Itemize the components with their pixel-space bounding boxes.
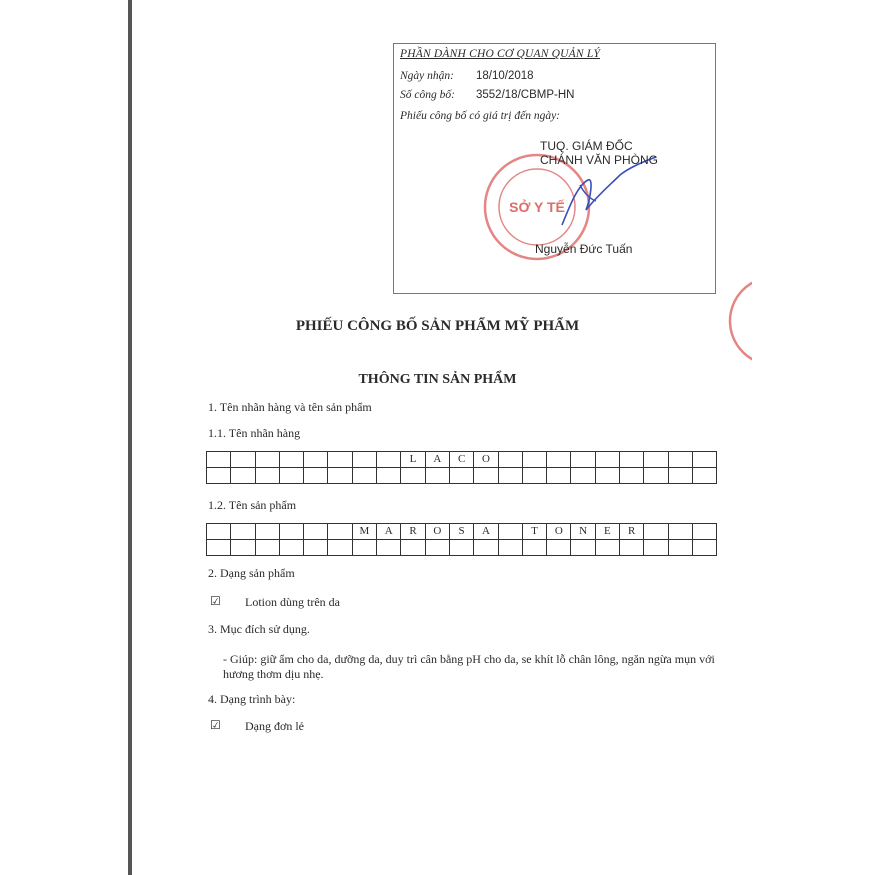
grid-cell [523,540,547,556]
grid-cell: R [620,524,644,540]
form-option: Lotion dùng trên da [245,595,340,609]
grid-cell [280,524,304,540]
grid-cell: A [474,524,498,540]
product-name-grid [206,523,717,556]
grid-cell [207,468,231,484]
grid-cell: S [450,524,474,540]
grid-cell: E [596,524,620,540]
grid-cell: C [450,452,474,468]
grid-cell [328,468,352,484]
section-title: THÔNG TIN SẢN PHẨM [358,372,517,387]
stamp-label: SỞ Y TẾ [509,199,565,215]
item-4: 4. Dạng trình bày: [208,692,296,706]
item-2: 2. Dạng sản phẩm [208,566,295,580]
grid-cell [304,468,328,484]
grid-cell [304,524,328,540]
grid-cell [353,468,377,484]
grid-cell [474,468,498,484]
checkbox-icon: ☑ [210,718,221,732]
grid-cell [280,452,304,468]
grid-cell [547,540,571,556]
item-1-1: 1.1. Tên nhãn hàng [208,426,301,440]
grid-cell [450,468,474,484]
date-value: 18/10/2018 [476,70,534,82]
brand-name-grid [206,451,717,484]
purpose-text: - Giúp: giữ ẩm cho da, dưỡng da, duy trì cân bằng pH cho da, se khít lỗ chân lông, ngăn ngừa mụn với hương thơm dịu nhẹ. [223,652,715,681]
grid-cell [571,468,595,484]
grid-cell [523,452,547,468]
grid-cell [353,452,377,468]
grid-cell [207,524,231,540]
signer-name: Nguyễn Đức Tuấn [535,242,633,256]
grid-cell [426,540,450,556]
item-3: 3. Mục đích sử dụng. [208,622,310,636]
date-label: Ngày nhận: [400,70,454,82]
grid-cell: A [377,524,401,540]
grid-cell [693,452,717,468]
grid-cell: N [571,524,595,540]
grid-cell [304,452,328,468]
grid-cell: O [547,524,571,540]
grid-cell [499,452,523,468]
grid-cell [256,468,280,484]
grid-cell [499,524,523,540]
grid-cell: R [401,524,425,540]
grid-cell: L [401,452,425,468]
grid-cell [499,540,523,556]
grid-cell [669,540,693,556]
grid-cell [571,452,595,468]
grid-cell [669,468,693,484]
grid-cell [644,540,668,556]
grid-cell [377,468,401,484]
grid-cell [426,468,450,484]
grid-cell [523,468,547,484]
admin-box-title: PHẦN DÀNH CHO CƠ QUAN QUẢN LÝ [400,48,601,60]
grid-cell [620,468,644,484]
signer-title-1: TUQ. GIÁM ĐỐC [540,139,633,153]
grid-cell [207,540,231,556]
grid-cell [644,524,668,540]
grid-cell: M [353,524,377,540]
page-edge [128,0,132,875]
grid-cell [499,468,523,484]
grid-cell [450,540,474,556]
grid-cell [401,540,425,556]
number-label: Số công bố: [400,89,455,101]
grid-cell [377,452,401,468]
grid-cell [474,540,498,556]
grid-cell [207,452,231,468]
validity-label: Phiếu công bố có giá trị đến ngày: [400,110,561,122]
signer-title-2: CHÁNH VĂN PHÒNG [540,153,659,167]
grid-cell [231,540,255,556]
grid-cell [256,452,280,468]
grid-cell [280,540,304,556]
grid-cell [353,540,377,556]
grid-cell [547,452,571,468]
grid-cell [328,452,352,468]
grid-cell [280,468,304,484]
grid-cell [571,540,595,556]
grid-cell [304,540,328,556]
grid-cell [596,540,620,556]
item-1-2: 1.2. Tên sản phẩm [208,498,297,512]
grid-cell [377,540,401,556]
grid-cell [644,468,668,484]
grid-cell [328,540,352,556]
grid-cell [231,468,255,484]
grid-cell [231,524,255,540]
grid-cell [620,540,644,556]
document-title: PHIẾU CÔNG BỐ SẢN PHẨM MỸ PHẨM [295,318,580,334]
item-1: 1. Tên nhãn hàng và tên sản phẩm [208,400,372,414]
grid-cell [401,468,425,484]
grid-cell [596,452,620,468]
grid-cell [669,452,693,468]
grid-cell: A [426,452,450,468]
grid-cell [644,452,668,468]
grid-cell [693,524,717,540]
grid-cell [620,452,644,468]
grid-cell: T [523,524,547,540]
grid-cell [256,540,280,556]
checkbox-icon: ☑ [210,594,221,608]
grid-cell [693,540,717,556]
grid-cell [328,524,352,540]
grid-cell: O [426,524,450,540]
grid-cell [596,468,620,484]
grid-cell: O [474,452,498,468]
grid-cell [693,468,717,484]
grid-cell [669,524,693,540]
presentation-option: Dạng đơn lẻ [245,719,304,733]
grid-cell [547,468,571,484]
grid-cell [256,524,280,540]
grid-cell [231,452,255,468]
number-value: 3552/18/CBMP-HN [476,89,575,101]
